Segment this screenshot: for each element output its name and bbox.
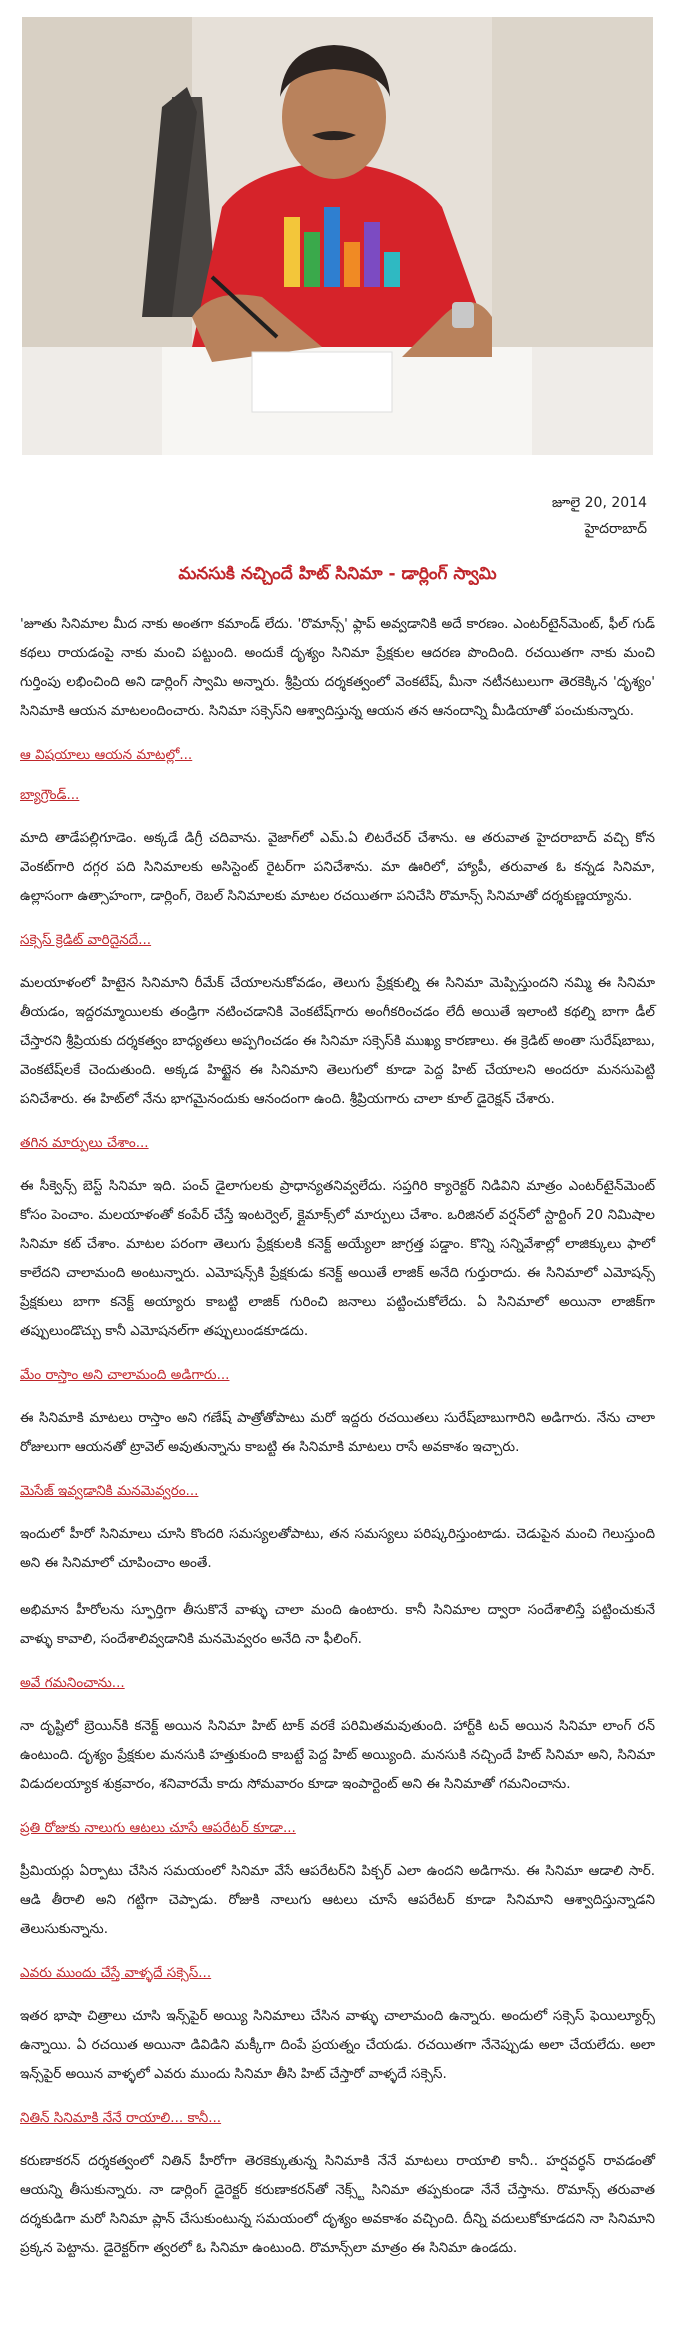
paragraph: ఇందులో హీరో సినిమాలు చూసి కొందరి సమస్యలతోపాటు, తన సమస్యలు పరిష్కరిస్తుంటాడు. చెడుపైన మంచి గెలుస్తుంది అని ఈ సినిమాలో చూపించాం అంతే. (20, 1526, 655, 1571)
dateline (0, 460, 675, 542)
subheading: ఎవరు ముందు చేస్తే వాళ్ళదే సక్సెస్... (20, 1965, 212, 1981)
paragraph: 'జూతు సినిమాల మీద నాకు అంతగా కమాండ్ లేదు. 'రొమాన్స్' ఫ్లాప్ అవ్వడానికి అదే కారణం. ఎంటర్‌టైన్‌మెంట్, ఫీల్ గుడ్ కథలు రాయడంపై నాకు మంచి పట్టుంది. అందుకే దృశ్యం సినిమా ప్రేక్షకుల ఆదరణ పొందింది. రచయితగా నాకు మంచి గుర్తింపు లభించింది అని డార్లింగ్ స్వామి అన్నారు. శ్రీప్రియ దర్శకత్వంలో వెంకటేష్, మీనా నటీనటులుగా తెరకెక్కిన 'దృశ్యం' సినిమాకి ఆయన మాటలందించారు. సినిమా సక్సెస్‌ని ఆశ్వాదిస్తున్న ఆయన తన ఆనందాన్ని మీడియాతో పంచుకున్నారు. (20, 616, 655, 719)
subheading: మెసేజ్ ఇవ్వడానికి మనమెవ్వరం... (20, 1483, 199, 1499)
subheading: బ్యాగ్రౌండ్... (20, 787, 80, 803)
portrait-illustration (22, 17, 653, 455)
paragraph: ఇతర భాషా చిత్రాలు చూసి ఇన్స్‌పైర్ అయ్యి సినిమాలు చేసిన వాళ్ళు చాలామంది ఉన్నారు. అందులో సక్సెస్ ఫెయిల్యూర్స్ ఉన్నాయి. ఏ రచయిత అయినా డివిడిని మక్కీగా దింపే ప్రయత్నం చేయడు. రచయితగా నేనెప్పుడు అలా చేయలేదు. అలా ఇన్స్‌పైర్ అయిన వాళ్ళలో ఎవరు ముందు సినిమా తీసి హిట్ చేస్తారో వాళ్ళదే సక్సెస్. (20, 2008, 655, 2082)
article-body (0, 610, 675, 2263)
paragraph: ప్రీమియర్లు ఏర్పాటు చేసిన సమయంలో సినిమా వేసే ఆపరేటర్‌ని పిక్చర్ ఎలా ఉందని అడిగాను. ఈ సినిమా ఆడాలి సార్. ఆడి తీరాలి అని గట్టిగా చెప్పాడు. రోజుకి నాలుగు ఆటలు చూసే ఆపరేటర్ కూడా సినిమాని ఆశ్వాదిస్తున్నాడని తెలుసుకున్నాను. (20, 1863, 655, 1937)
portrait-photo (22, 17, 653, 455)
paragraph: ఈ సినిమాకి మాటలు రాస్తాం అని గణేష్ పాత్రోతోపాటు మరో ఇద్దరు రచయితలు సురేష్‌బాబుగారిని అడిగారు. నేను చాలా రోజులుగా ఆయనతో ట్రావెల్ అవుతున్నాను కాబట్టి ఈ సినిమాకి మాటలు రాసే అవకాశం ఇచ్చారు. (20, 1410, 655, 1455)
city-label: హైదరాబాద్ (584, 521, 647, 537)
publish-date: జూలై 20, 2014 (551, 495, 647, 511)
subheading: నితిన్ సినిమాకి నేనే రాయాలి... కానీ... (20, 2110, 222, 2126)
paragraph: కరుణాకరన్ దర్శకత్వంలో నితిన్ హీరోగా తెరకెక్కుతున్న సినిమాకి నేనే మాటలు రాయాలి కానీ.. హర్షవర్ధన్ రావడంతో ఆయన్ని తీసుకున్నారు. నా డార్లింగ్ డైరెక్టర్ కరుణాకరన్‌తో నెక్స్ట్ సినిమా తప్పకుండా నేనే చేస్తాను. రొమాన్స్ తరువాత దర్శకుడిగా మరో సినిమా ప్లాన్ చేసుకుంటున్న సమయంలో దృశ్యం అవకాశం వచ్చింది. దీన్ని వదులుకోకూడదని నా సినిమాని ప్రక్కన పెట్టాను. డైరెక్టర్‌గా త్వరలో ఓ సినిమా ఉంటుంది. రొమాన్స్‌లా మాత్రం ఈ సినిమా ఉండదు. (20, 2153, 655, 2256)
paragraph: నా దృష్టిలో బ్రెయిన్‌కి కనెక్ట్ అయిన సినిమా హిట్ టాక్ వరకే పరిమితమవుతుంది. హార్ట్‌కి టచ్ అయిన సినిమా లాంగ్ రన్ ఉంటుంది. దృశ్యం ప్రేక్షకుల మనసుకి హత్తుకుంది కాబట్టే పెద్ద హిట్ అయ్యింది. మనసుకి నచ్చిందే హిట్ సినిమా అని, సినిమా విడుదలయ్యాక శుక్రవారం, శనివారమే కాదు సోమవారం కూడా ఇంపార్టెంట్ అని ఈ సినిమాతో గమనించాను. (20, 1718, 655, 1792)
subheading: అవే గమనించాను... (20, 1675, 125, 1691)
paragraph: ఈ సీక్వెన్స్ బెస్ట్ సినిమా ఇది. పంచ్ డైలాగులకు ప్రాధాన్యతనివ్వలేదు. సప్తగిరి క్యారెక్టర్ నిడివిని మాత్రం ఎంటర్‌టైన్‌మెంట్ కోసం పెంచాం. మలయాళంతో కంపేర్ చేస్తే ఇంటర్వెల్, క్లైమాక్స్‌లో మార్పులు చేశాం. ఒరిజినల్ వర్షన్‌లో స్టార్టింగ్ 20 నిమిషాల సినిమా కట్ చేశాం. మాటల పరంగా తెలుగు ప్రేక్షకులకి కనెక్ట్ అయ్యేలా జాగ్రత్త పడ్డాం. కొన్ని సన్నివేశాల్లో లాజిక్కులు ఫాలో కాలేదని చాలామంది అంటున్నారు. ఎమోషన్స్‌కి ప్రేక్షకుడు కనెక్ట్ అయితే లాజిక్ అనేది గుర్తురాదు. ఈ సినిమాలో ఎమోషన్స్ ప్రేక్షకులు బాగా కనెక్ట్ అయ్యారు కాబట్టి లాజిక్ గురించి జనాలు పట్టించుకోలేదు. ఏ సినిమాలో అయినా లాజిక్‌గా తప్పులుండొచ్చు కానీ ఎమోషనల్‌గా తప్పులుండకూడదు. (20, 1178, 655, 1339)
photo-frame (0, 0, 675, 460)
subheading: సక్సెస్ క్రెడిట్ వారిదైనదే... (20, 932, 152, 948)
subheading: మేం రాస్తాం అని చాలామంది అడిగారు... (20, 1367, 230, 1383)
paragraph: మలయాళంలో హిటైన సినిమాని రీమేక్ చేయాలనుకోవడం, తెలుగు ప్రేక్షకుల్ని ఈ సినిమా మెప్పిస్తుందని నమ్మి ఈ సినిమా తీయడం, ఇద్దరమ్మాయిలకు తండ్రిగా నటించడానికి వెంకటేష్‌గారు అంగీకరించడం లేదీ అయితే ఇలాంటి కథల్ని బాగా డీల్ చేస్తారని శ్రీప్రియకు దర్శకత్వం బాధ్యతలు అప్పగించడం ఈ సినిమా సక్సెస్‌కి ముఖ్య కారణాలు. ఈ క్రెడిట్ అంతా సురేష్‌బాబు, వెంకటేష్‌లకే చెందుతుంది. అక్కడ హిట్టైన ఈ సినిమాని తెలుగులో కూడా పెద్ద హిట్ చేయాలని అందరూ మనసుపెట్టి పనిచేశారు. ఈ హిట్‌లో నేను భాగమైనందుకు ఆనందంగా ఉంది. శ్రీప్రియగారు చాలా కూల్ డైరెక్షన్ చేశారు. (20, 975, 655, 1107)
paragraph: అభిమాన హీరోలను స్ఫూర్తిగా తీసుకొనే వాళ్ళు చాలా మంది ఉంటారు. కానీ సినిమాల ద్వారా సందేశాలిస్తే పట్టించుకునే వాళ్ళు కావాలి, సందేశాలివ్వడానికి మనమెవ్వరం అనేది నా ఫీలింగ్. (20, 1602, 655, 1647)
subheading: తగిన మార్పులు చేశాం... (20, 1135, 149, 1151)
paragraph: మాది తాడేపల్లిగూడెం. అక్కడే డిగ్రీ చదివాను. వైజాగ్‌లో ఎమ్.ఏ లిటరేచర్ చేశాను. ఆ తరువాత హైదరాబాద్ వచ్చి కోన వెంకట్‌గారి దగ్గర పది సినిమాలకు అసిస్టెంట్ రైటర్‌గా పనిచేశాను. మా ఊరిలో, హ్యాపీ, తరువాత ఓ కన్నడ సినిమా, ఉల్లాసంగా ఉత్సాహంగా, డార్లింగ్, రెబల్ సినిమాలకు మాటల రచయితగా పనిచేసి రొమాన్స్ సినిమాతో దర్శకుణ్ణయ్యాను. (20, 830, 655, 904)
subheading: ప్రతి రోజుకు నాలుగు ఆటలు చూసే ఆపరేటర్ కూడా... (20, 1820, 296, 1836)
subheading: ఆ విషయాలు ఆయన మాటల్లో... (20, 747, 193, 763)
article-headline: మనసుకి నచ్చిందే హిట్ సినిమా - డార్లింగ్ స్వామి (178, 564, 497, 584)
